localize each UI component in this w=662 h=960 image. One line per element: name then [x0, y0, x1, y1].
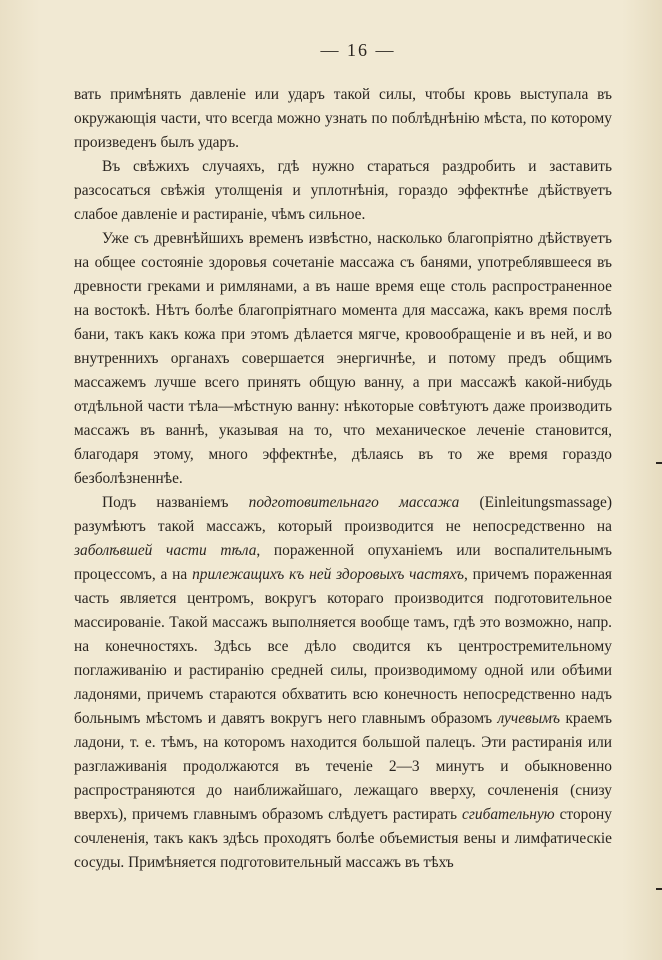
text-run: , причемъ пораженная часть является центромъ, вокругъ котораго производится подготовительное массированіе. Такой массажъ выполняется вообще тамъ, гдѣ это возможно, напр. на конечностяхъ. Здѣсь все дѣло сводится къ центростремительному поглаживанію и растиранію средней силы, производимому одной или обѣими ладонями, причемъ стараются обхватить всю конечность непосредственно надъ больнымъ мѣстомъ и давятъ вокругъ него главнымъ образомъ [74, 566, 612, 727]
text-run: краемъ ладони, т. е. тѣмъ, на которомъ находится большой палецъ. Эти растиранія или разглаживанія продолжаются въ теченіе 2—3 минутъ и обыкновенно распространяются до наиближайшаго, лежащаго вверху, сочлененія (снизу вверхъ), причемъ главнымъ образомъ слѣдуетъ растирать [74, 710, 612, 823]
text-run: Подъ названіемъ [102, 494, 249, 511]
page-number: — 16 — [320, 40, 396, 60]
italic-term: сгибательную [462, 806, 555, 823]
italic-term: лучевымъ [497, 710, 560, 727]
paragraph-p2 [74, 155, 612, 227]
italic-term: прилежащихъ къ ней здоровыхъ частяхъ [192, 566, 464, 583]
paragraph-p1 [74, 83, 612, 155]
text-run: , пораженной опуханіемъ или воспалительнымъ процессомъ, а на [74, 542, 612, 583]
margin-tick-mark [656, 888, 662, 890]
text-run: Уже съ древнѣйшихъ временъ извѣстно, насколько благопріятно дѣйствуетъ на общее состояніе здоровья сочетаніе массажа съ банями, употреблявшееся въ древности греками и римлянами, а въ наше время еще столь распространенное на востокѣ. Нѣтъ болѣе благопріятнаго момента для массажа, какъ время послѣ бани, такъ какъ кожа при этомъ дѣлается мягче, кровообращеніе и въ ней, и во внутреннихъ органахъ совершается энергичнѣе, и потому предъ общимъ массажемъ лучше всего принять общую ванну, а при массажѣ какой-нибудь отдѣльной части тѣла—мѣстную ванну: нѣкоторые совѣтуютъ даже производить массажъ въ ваннѣ, указывая на то, что механическое леченіе становится, благодаря этому, много эффектнѣе, дѣлаясь въ то же время гораздо безболѣзненнѣе. [74, 230, 612, 487]
text-run: (Einleitungsmassage) разумѣютъ такой массажъ, который производится не непосредственно на [74, 494, 612, 535]
paragraph-p4 [74, 491, 612, 875]
paragraph-p3 [74, 227, 612, 491]
text-run: вать примѣнять давленіе или ударъ такой силы, чтобы кровь выступала въ окружающія части, что всегда можно узнать по поблѣднѣнію мѣста, по которому произведенъ былъ ударъ. [74, 86, 612, 151]
text-run: сторону сочлененія, такъ какъ здѣсь проходятъ болѣе объемистыя вены и лимфатическіе сосуды. Примѣняется подготовительный массажъ въ тѣхъ [74, 806, 612, 871]
italic-term: подготовительнаго массажа [248, 494, 460, 511]
text-run: Въ свѣжихъ случаяхъ, гдѣ нужно стараться раздробить и заставить разсосаться свѣжія утолщенія и уплотнѣнія, гораздо эффектнѣе дѣйствуетъ слабое давленіе и растираніе, чѣмъ сильное. [74, 158, 612, 223]
italic-term: заболѣвшей части тѣла [74, 542, 257, 559]
margin-tick-mark [656, 462, 662, 464]
page-body [74, 83, 612, 875]
